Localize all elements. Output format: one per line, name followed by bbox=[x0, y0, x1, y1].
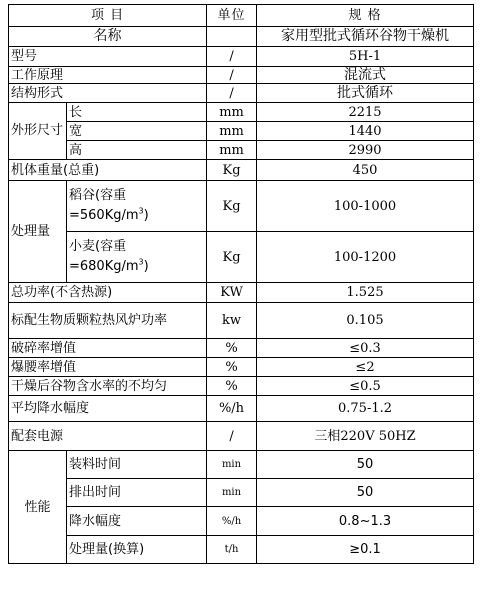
perf-item-value: 50 bbox=[257, 479, 474, 507]
rice-label-line2: =560Kg/m bbox=[69, 208, 139, 223]
row-power bbox=[9, 283, 474, 303]
width-unit: mm bbox=[207, 122, 257, 141]
perf-item-value: 0.8~1.3 bbox=[257, 507, 474, 536]
furnace-value: 0.105 bbox=[257, 303, 474, 339]
model-unit: / bbox=[207, 47, 257, 67]
name-value: 家用型批式循环谷物干燥机 bbox=[257, 27, 474, 47]
model-value: 5H-1 bbox=[257, 47, 474, 67]
drying-rate-unit: %/h bbox=[207, 396, 257, 422]
row-breakage bbox=[9, 339, 474, 358]
width-value: 1440 bbox=[257, 122, 474, 141]
rice-value: 100-1000 bbox=[257, 181, 474, 232]
length-label: 长 bbox=[67, 103, 207, 122]
row-perf-0 bbox=[9, 451, 474, 479]
principle-label: 工作原理 bbox=[9, 67, 207, 84]
breakage-value: ≤0.3 bbox=[257, 339, 474, 358]
row-cracking bbox=[9, 358, 474, 377]
row-furnace bbox=[9, 303, 474, 339]
moisture-unit: % bbox=[207, 377, 257, 396]
rice-label-end: ) bbox=[143, 208, 149, 223]
row-principle bbox=[9, 67, 474, 84]
breakage-unit: % bbox=[207, 339, 257, 358]
perf-item-unit: min bbox=[207, 479, 257, 507]
row-name bbox=[9, 27, 474, 47]
principle-value: 混流式 bbox=[257, 67, 474, 84]
header-row bbox=[9, 5, 474, 27]
wheat-label bbox=[67, 232, 207, 283]
row-capacity-rice bbox=[9, 181, 474, 232]
dimensions-label: 外形尺寸 bbox=[9, 103, 67, 160]
rice-unit: Kg bbox=[207, 181, 257, 232]
row-model bbox=[9, 47, 474, 67]
perf-item-label: 降水幅度 bbox=[67, 507, 207, 536]
model-label: 型号 bbox=[9, 47, 207, 67]
furnace-label: 标配生物质颗粒热风炉功率 bbox=[9, 303, 207, 339]
structure-label: 结构形式 bbox=[9, 84, 207, 103]
capacity-label: 处理量 bbox=[9, 181, 67, 283]
power-unit: KW bbox=[207, 283, 257, 303]
row-supply bbox=[9, 422, 474, 451]
cracking-unit: % bbox=[207, 358, 257, 377]
name-label: 名称 bbox=[9, 27, 207, 47]
name-unit bbox=[207, 27, 257, 47]
principle-unit: / bbox=[207, 67, 257, 84]
row-perf-1 bbox=[9, 479, 474, 507]
perf-item-label: 排出时间 bbox=[67, 479, 207, 507]
length-unit: mm bbox=[207, 103, 257, 122]
row-moisture bbox=[9, 377, 474, 396]
performance-label: 性能 bbox=[9, 451, 67, 564]
wheat-label-sup: 3 bbox=[138, 257, 144, 267]
spec-table bbox=[8, 4, 474, 564]
rice-label-sup: 3 bbox=[138, 206, 144, 216]
height-value: 2990 bbox=[257, 141, 474, 160]
weight-value: 450 bbox=[257, 160, 474, 181]
structure-value: 批式循环 bbox=[257, 84, 474, 103]
height-label: 高 bbox=[67, 141, 207, 160]
drying-rate-value: 0.75-1.2 bbox=[257, 396, 474, 422]
row-drying-rate bbox=[9, 396, 474, 422]
rice-label-line1: 稻谷(容重 bbox=[69, 188, 127, 203]
perf-item-unit: %/h bbox=[207, 507, 257, 536]
row-capacity-wheat bbox=[9, 232, 474, 283]
cracking-label: 爆腰率增值 bbox=[9, 358, 207, 377]
moisture-value: ≤0.5 bbox=[257, 377, 474, 396]
header-spec: 规 格 bbox=[257, 5, 474, 27]
power-label: 总功率(不含热源) bbox=[9, 283, 207, 303]
wheat-label-line2: =680Kg/m bbox=[69, 259, 139, 274]
perf-item-value: ≥0.1 bbox=[257, 536, 474, 564]
wheat-value: 100-1200 bbox=[257, 232, 474, 283]
row-perf-2 bbox=[9, 507, 474, 536]
weight-label: 机体重量(总重) bbox=[9, 160, 207, 181]
power-value: 1.525 bbox=[257, 283, 474, 303]
header-unit: 单位 bbox=[207, 5, 257, 27]
length-value: 2215 bbox=[257, 103, 474, 122]
wheat-unit: Kg bbox=[207, 232, 257, 283]
supply-label: 配套电源 bbox=[9, 422, 207, 451]
supply-value: 三相220V 50HZ bbox=[257, 422, 474, 451]
wheat-label-end: ) bbox=[143, 259, 149, 274]
perf-item-label: 装料时间 bbox=[67, 451, 207, 479]
cracking-value: ≤2 bbox=[257, 358, 474, 377]
perf-item-value: 50 bbox=[257, 451, 474, 479]
wheat-label-line1: 小麦(容重 bbox=[69, 239, 127, 254]
moisture-label: 干燥后谷物含水率的不均匀 bbox=[9, 377, 207, 396]
perf-item-unit: min bbox=[207, 451, 257, 479]
row-weight bbox=[9, 160, 474, 181]
row-height bbox=[9, 141, 474, 160]
rice-label bbox=[67, 181, 207, 232]
row-length bbox=[9, 103, 474, 122]
height-unit: mm bbox=[207, 141, 257, 160]
breakage-label: 破碎率增值 bbox=[9, 339, 207, 358]
perf-item-unit: t/h bbox=[207, 536, 257, 564]
structure-unit: / bbox=[207, 84, 257, 103]
header-item: 项 目 bbox=[9, 5, 207, 27]
row-width bbox=[9, 122, 474, 141]
width-label: 宽 bbox=[67, 122, 207, 141]
row-perf-3 bbox=[9, 536, 474, 564]
supply-unit: / bbox=[207, 422, 257, 451]
furnace-unit: kw bbox=[207, 303, 257, 339]
drying-rate-label: 平均降水幅度 bbox=[9, 396, 207, 422]
perf-item-label: 处理量(换算) bbox=[67, 536, 207, 564]
weight-unit: Kg bbox=[207, 160, 257, 181]
row-structure bbox=[9, 84, 474, 103]
